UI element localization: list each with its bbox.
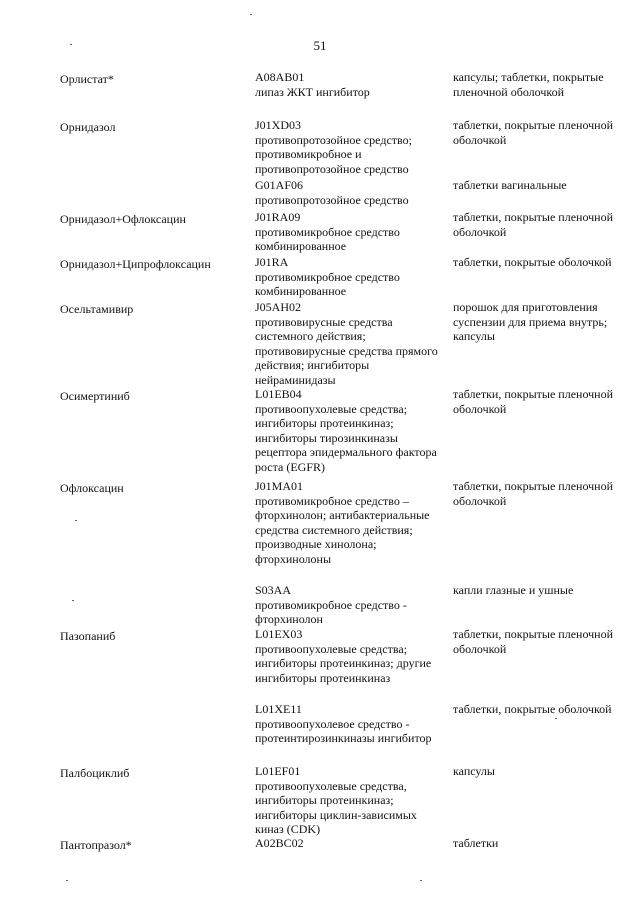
drug-name: Орнидазол+Ципрофлоксацин xyxy=(60,257,211,271)
drug-name: Орнидазол+Офлоксацин xyxy=(60,212,186,226)
atc-column xyxy=(255,387,445,475)
dosage-form: таблетки, покрытые пленочной оболочкой xyxy=(453,210,614,239)
drug-row xyxy=(0,479,640,627)
atc-code: J01MA01 xyxy=(255,479,304,493)
atc-description: противоопухолевые средства; ингибиторы протеинкиназ; ингибиторы тирозинкиназы рецептора эпидермального фактора роста (EGFR) xyxy=(255,401,437,474)
atc-code: A02BC02 xyxy=(255,836,304,850)
atc-description: противовирусные средства системного действия; противовирусные средства прямого действия; ингибиторы нейраминидазы xyxy=(255,314,438,387)
atc-code: J05AH02 xyxy=(255,300,302,314)
atc-column xyxy=(255,764,445,837)
atc-column xyxy=(255,300,445,388)
dosage-form: капсулы; таблетки, покрытые пленочной оболочкой xyxy=(453,70,604,99)
drug-name: Офлоксацин xyxy=(60,481,124,495)
page-number: 51 xyxy=(313,38,327,53)
dosage-form: капли глазные и ушные xyxy=(453,583,574,597)
atc-column xyxy=(255,583,445,627)
atc-code: A08AB01 xyxy=(255,70,305,84)
atc-code: J01RA09 xyxy=(255,210,301,224)
drug-name: Орлистат* xyxy=(60,72,114,86)
atc-entry xyxy=(0,118,640,178)
scan-speck xyxy=(72,600,74,601)
atc-code: L01EB04 xyxy=(255,387,302,401)
scan-speck xyxy=(420,880,422,881)
scan-speck xyxy=(555,718,557,719)
dosage-form: порошок для приготовления суспензии для приема внутрь; капсулы xyxy=(453,300,608,344)
dosage-form: таблетки, покрытые пленочной оболочкой xyxy=(453,387,614,416)
atc-code: L01XE11 xyxy=(255,702,302,716)
atc-code: L01EX03 xyxy=(255,627,303,641)
scan-speck xyxy=(250,14,252,15)
atc-description: противоопухолевое средство - протеинтирозинкиназы ингибитор xyxy=(255,716,432,746)
scan-speck xyxy=(75,520,77,521)
atc-description: противомикробное средство - фторхинолон xyxy=(255,597,407,627)
atc-entry xyxy=(0,387,640,475)
atc-column xyxy=(255,178,445,207)
atc-entry xyxy=(0,479,640,583)
atc-entry xyxy=(0,583,640,627)
atc-description: противомикробное средство – фторхинолон; антибактериальные средства системного действия; производные хинолона; фторхинолоны xyxy=(255,493,430,566)
dosage-form: таблетки вагинальные xyxy=(453,178,567,192)
drug-name: Пазопаниб xyxy=(60,629,116,643)
atc-column xyxy=(255,255,445,299)
atc-code: G01AF06 xyxy=(255,178,304,192)
drug-row xyxy=(0,764,640,836)
atc-column xyxy=(255,702,445,746)
dosage-form: капсулы xyxy=(453,764,495,778)
drug-row xyxy=(0,627,640,764)
atc-entry xyxy=(0,764,640,837)
dosage-form: таблетки, покрытые пленочной оболочкой xyxy=(453,118,614,147)
drug-name: Орнидазол xyxy=(60,120,116,134)
dosage-form: таблетки, покрытые оболочкой xyxy=(453,255,612,269)
drug-name: Пантопразол* xyxy=(60,838,132,852)
dosage-form: таблетки, покрытые пленочной оболочкой xyxy=(453,479,614,508)
drug-row xyxy=(0,118,640,210)
atc-entry xyxy=(0,627,640,702)
atc-description: противопротозойное средство xyxy=(255,192,409,207)
drug-name: Палбоциклиб xyxy=(60,766,130,780)
atc-code: J01RA xyxy=(255,255,289,269)
atc-column xyxy=(255,836,445,851)
scan-speck xyxy=(70,44,72,45)
drug-row xyxy=(0,70,640,118)
dosage-form: таблетки xyxy=(453,836,499,850)
scan-speck xyxy=(66,880,68,881)
atc-description: липаз ЖКТ ингибитор xyxy=(255,84,370,99)
atc-entry xyxy=(0,702,640,746)
drug-name: Осельтамивир xyxy=(60,302,134,316)
atc-description: противоопухолевые средства; ингибиторы протеинкиназ; другие ингибиторы протеинкиназ xyxy=(255,641,432,685)
atc-entry xyxy=(0,255,640,299)
atc-description: противомикробное средство комбинированное xyxy=(255,269,400,299)
atc-entry xyxy=(0,836,640,851)
drug-row xyxy=(0,255,640,300)
atc-code: S03AA xyxy=(255,583,292,597)
atc-column xyxy=(255,479,445,567)
atc-entry xyxy=(0,300,640,388)
atc-description: противомикробное средство комбинированное xyxy=(255,224,400,254)
atc-description: противопротозойное средство; противомикробное и противопротозойное средство xyxy=(255,132,412,176)
atc-entry xyxy=(0,70,640,99)
atc-code: L01EF01 xyxy=(255,764,301,778)
drug-row xyxy=(0,300,640,387)
atc-column xyxy=(255,118,445,176)
atc-column xyxy=(255,627,445,685)
atc-column xyxy=(255,210,445,254)
drug-row xyxy=(0,836,640,856)
atc-column xyxy=(255,70,445,99)
atc-code: J01XD03 xyxy=(255,118,302,132)
dosage-form: таблетки, покрытые пленочной оболочкой xyxy=(453,627,614,656)
dosage-form: таблетки, покрытые оболочкой xyxy=(453,702,612,716)
atc-entry xyxy=(0,210,640,254)
drug-table xyxy=(0,70,640,856)
drug-name: Осимертиниб xyxy=(60,389,130,403)
atc-entry xyxy=(0,178,640,207)
drug-row xyxy=(0,210,640,255)
atc-description: противоопухолевые средства, ингибиторы протеинкиназ; ингибиторы циклин-зависимых киназ (CDK) xyxy=(255,778,417,837)
drug-row xyxy=(0,387,640,479)
